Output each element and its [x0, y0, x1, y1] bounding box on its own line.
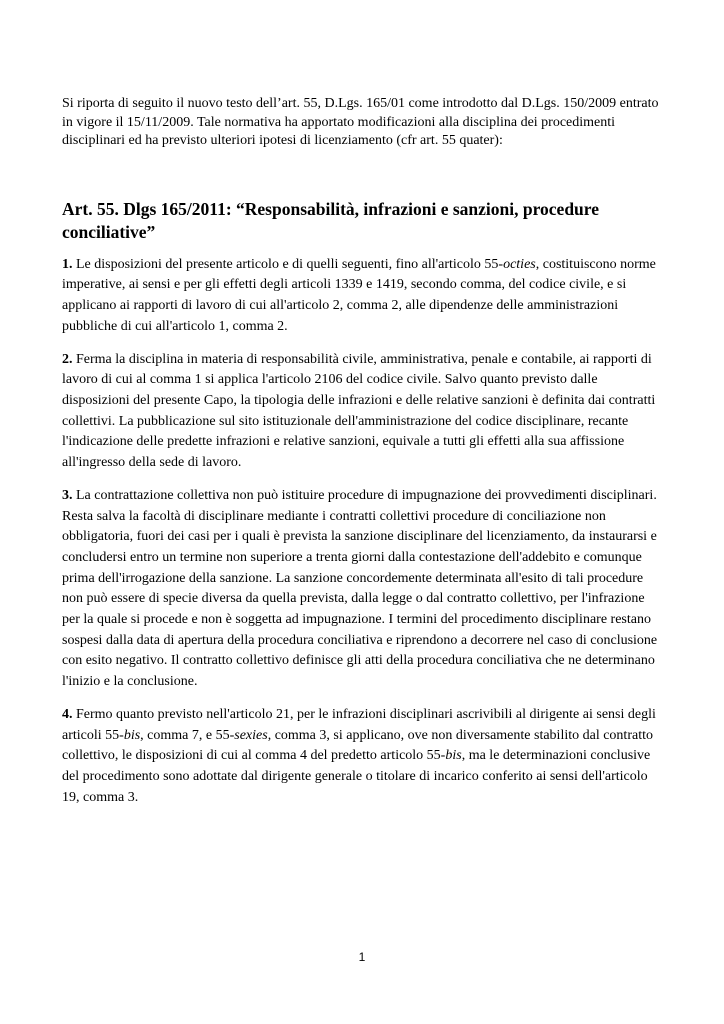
italic-term: sexies — [234, 727, 268, 743]
intro-paragraph: Si riporta di seguito il nuovo testo dell’art. 55, D.Lgs. 165/01 come introdotto dal D.Lgs. 150/2009 entrato in vigore il 15/11/2009. Tale normativa ha apportato modificazioni alla disciplina dei procedimenti disciplinari ed ha previsto ulteriori ipotesi di licenziamento (cfr art. 55 quater): — [62, 96, 659, 149]
comma-paragraph — [62, 350, 662, 474]
comma-number: 1. — [62, 256, 73, 272]
text-segment: La contrattazione collettiva non può istituire procedure di impugnazione dei provvedimenti disciplinari. Resta salva la facoltà di disciplinare mediante i contratti collettivi procedure di conciliazione non obbligatoria, fuori dei casi per i quali è prevista la sanzione disciplinare del licenziamento, da instaurarsi e concludersi entro un termine non superiore a trenta giorni dalla contestazione dell'addebito e comunque prima dell'irrogazione della sanzione. La sanzione concordemente determinata all'esito di tali procedure non può essere di specie diversa da quella prevista, dalla legge o dal contratto collettivo, per l'infrazione per la quale si procede e non è soggetta ad impugnazione. I termini del procedimento disciplinare restano sospesi dalla data di apertura della procedura conciliativa e riprendono a decorrere nel caso di conclusione con esito negativo. Il contratto collettivo definisce gli atti della procedura conciliativa che ne determinano l'inizio e la conclusione. — [62, 487, 658, 690]
italic-term: bis — [123, 727, 141, 743]
italic-term: octies — [503, 256, 536, 272]
article-heading: Art. 55. Dlgs 165/2011: “Responsabilità, infrazioni e sanzioni, procedure conciliative” — [62, 198, 600, 242]
comma-text — [62, 707, 656, 805]
comma-paragraph — [62, 255, 662, 338]
text-segment: , costituiscono norme imperative, ai sensi e per gli effetti degli articoli 1339 e 1419, secondo comma, del codice civile, e si applicano ai rapporti di lavoro di cui all'articolo 2, comma 2, alle dipendenze delle amministrazioni pubbliche di cui all'articolo 1, comma 2. — [62, 256, 656, 334]
text-segment: Ferma la disciplina in materia di responsabilità civile, amministrativa, penale e contabile, ai rapporti di lavoro di cui al comma 1 si applica l'articolo 2106 del codice civile. Salvo quanto previsto dalle disposizioni del presente Capo, la tipologia delle infrazioni e delle relative sanzioni è definita dai contratti collettivi. La pubblicazione sul sito istituzionale dell'amministrazione del codice disciplinare, recante l'indicazione delle predette infrazioni e relative sanzioni, equivale a tutti gli effetti alla sua affissione all'ingresso della sede di lavoro. — [62, 351, 656, 471]
comma-text — [62, 352, 655, 471]
comma-text — [62, 488, 657, 689]
comma-paragraph — [62, 486, 662, 693]
text-segment: Fermo quanto previsto nell'articolo 21, per le infrazioni disciplinari ascrivibili al dirigente ai sensi degli articoli 55- — [62, 706, 656, 743]
text-segment: , ma le determinazioni conclusive del procedimento sono adottate dal dirigente generale o titolare di incarico conferito ai sensi dell'articolo 19, comma 3. — [62, 748, 651, 805]
text-segment: , comma 3, si applicano, ove non diversamente stabilito dal contratto collettivo, le disposizioni di cui al comma 4 del predetto articolo 55- — [62, 727, 653, 764]
comma-number: 3. — [62, 487, 73, 503]
text-segment: Le disposizioni del presente articolo e di quelli seguenti, fino all'articolo 55- — [72, 256, 504, 272]
text-segment: , comma 7, e 55- — [140, 727, 235, 743]
comma-number: 2. — [62, 351, 73, 367]
italic-term: bis — [445, 748, 462, 764]
comma-text — [62, 257, 656, 334]
comma-paragraph — [62, 705, 662, 809]
page-number: 1 — [358, 950, 366, 964]
comma-number: 4. — [62, 706, 73, 722]
document-page — [62, 95, 662, 808]
